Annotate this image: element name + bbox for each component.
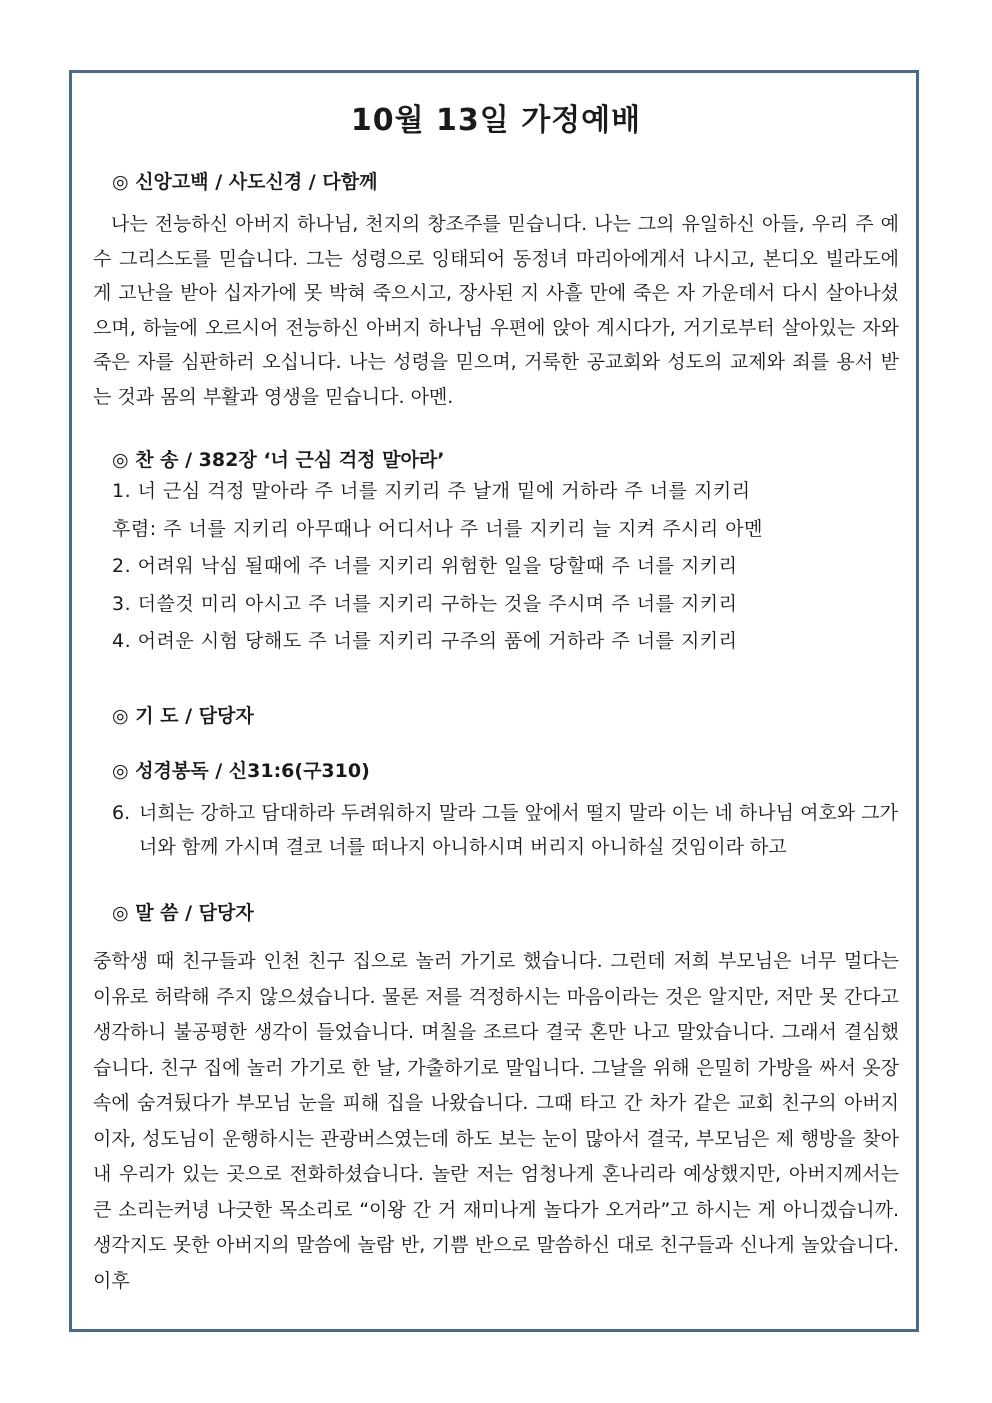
hymn-chorus: 후렴: 주 너를 지키리 아무때나 어디서나 주 너를 지키리 늘 지켜 주시리 아멘 <box>112 517 763 540</box>
hymn-lyrics <box>112 473 763 661</box>
hymn-verse-1: 1. 너 근심 걱정 말아라 주 너를 지키리 주 날개 밑에 거하라 주 너를 지키리 <box>112 480 751 502</box>
hymn-verse-3: 3. 더쓸것 미리 아시고 주 너를 지키리 구하는 것을 주시며 주 너를 지키리 <box>112 592 738 615</box>
creed-paragraph <box>93 207 899 414</box>
sermon-text: 중학생 때 친구들과 인천 친구 집으로 놀러 가기로 했습니다. 그런데 저희 부모님은 너무 멀다는 이유로 허락해 주지 않으셨습니다. 물론 저를 걱정하시는 마음이라는 것은 알지만, 저만 못 간다고 생각하니 불공평한 생각이 들었습니다. 며칠을 조르다 결국 혼만 나고 말았습니다. 그래서 결심했습니다. 친구 집에 놀러 가기로 한 날, 가출하기로 말입니다. 그날을 위해 은밀히 가방을 싸서 옷장 속에 숨겨뒀다가 부모님 눈을 피해 집을 나왔습니다. 그때 타고 간 차가 같은 교회 친구의 아버지이자, 성도님이 운행하시는 관광버스였는데 하도 보는 눈이 많아서 결국, 부모님은 제 행방을 찾아 내 우리가 있는 곳으로 전화하셨습니다. 놀란 저는 엄청나게 혼나리라 예상했지만, 아버지께서는 큰 소리는커녕 나긋한 목소리로 “이왕 간 거 재미나게 놀다가 오거라”고 하시는 게 아니겠습니까. 생각지도 못한 아버지의 말씀에 놀람 반, 기쁨 반으로 말씀하신 대로 친구들과 신나게 놀았습니다. 이후 <box>93 950 899 1292</box>
prayer-heading: ◎ 기 도 / 담당자 <box>112 705 254 727</box>
reading-heading: ◎ 성경봉독 / 신31:6(구310) <box>112 760 370 782</box>
creed-text: 나는 전능하신 아버지 하나님, 천지의 창조주를 믿습니다. 나는 그의 유일하신 아들, 우리 주 예수 그리스도를 믿습니다. 그는 성령으로 잉태되어 동정녀 마리아에게서 나시고, 본디오 빌라도에게 고난을 받아 십자가에 못 박혀 죽으시고, 장사된 지 사흘 만에 죽은 자 가운데서 다시 살아나셨으며, 하늘에 오르시어 전능하신 아버지 하나님 우편에 앉아 계시다가, 거기로부터 살아있는 자와 죽은 자를 심판하러 오십니다. 나는 성령을 믿으며, 거룩한 공교회와 성도의 교제와 죄를 용서 받는 것과 몸의 부활과 영생을 믿습니다. 아멘. <box>93 213 899 408</box>
verse-number: 6. <box>112 802 131 824</box>
page-title: 10월 13일 가정예배 <box>350 103 642 138</box>
scripture-verse <box>112 796 898 864</box>
hymn-verse-2: 2. 어려워 낙심 될때에 주 너를 지키리 위험한 일을 당할때 주 너를 지키리 <box>112 555 738 577</box>
verse-text: 너희는 강하고 담대하라 두려워하지 말라 그들 앞에서 떨지 말라 이는 네 하나님 여호와 그가 너와 함께 가시며 결코 너를 떠나지 아니하시며 버리지 아니하실 것임이라 하고 <box>139 802 898 858</box>
sermon-heading: ◎ 말 씀 / 담당자 <box>112 902 254 924</box>
hymn-heading: ◎ 찬 송 / 382장 ‘너 근심 걱정 말아라’ <box>112 449 445 471</box>
hymn-verse-4: 4. 어려운 시험 당해도 주 너를 지키리 구주의 품에 거하라 주 너를 지키리 <box>112 630 738 652</box>
creed-heading: ◎ 신앙고백 / 사도신경 / 다함께 <box>112 171 378 193</box>
